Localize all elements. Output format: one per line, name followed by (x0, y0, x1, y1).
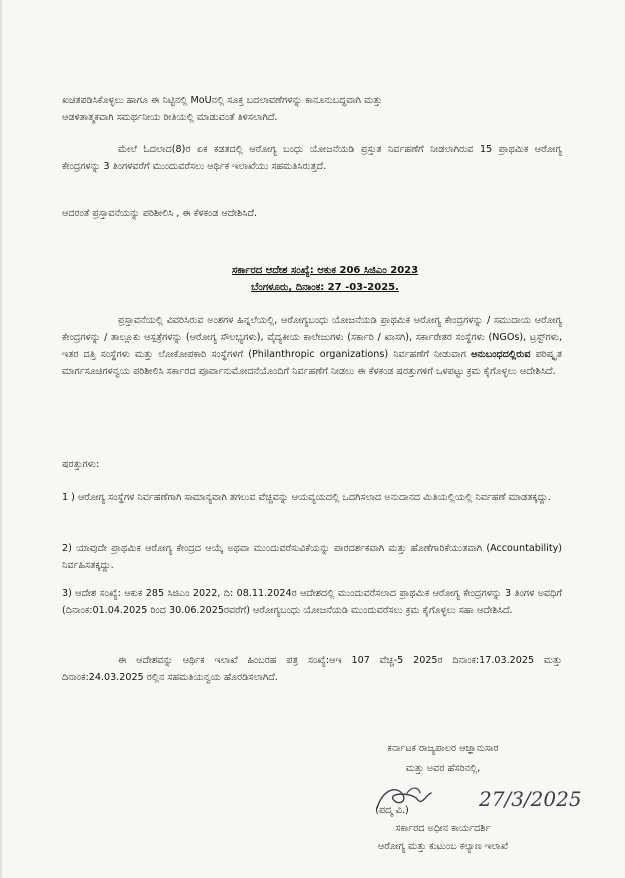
main-order-paragraph (62, 312, 562, 380)
intro-line-2: ಆಡಳಿತಾತ್ಮಕವಾಗಿ ಸಮರ್ಥನೀಯ ರೀತಿಯಲ್ಲಿ ಮಾಡುವಂತೆ ತಿಳಿಸಲಾಗಿದೆ. (62, 112, 278, 123)
handwritten-date: 27/3/2025 (479, 787, 582, 811)
signature-authority-line-2: ಮತ್ತು ಅವರ ಹೆಸರಿನಲ್ಲಿ, (405, 763, 481, 774)
order-place-date: ಬೆಂಗಳೂರು, ದಿನಾಂಕ: 27 -03-2025. (251, 282, 399, 293)
finance-consent-paragraph: ಮೇಲೆ ಓದಲಾದ(8)ರ ಏಕ ಕಡತದಲ್ಲಿ ಆರೋಗ್ಯ ಬಂಧು ಯೋಜನೆಯಡಿ ಪ್ರಸ್ತುತ ನಿರ್ವಹಣೆಗೆ ನೀಡಲಾಗಿರುವ 15 ಪ್ರಾಥಮಿಕ ಆರೋಗ್ಯ ಕೇಂದ್ರಗಳನ್ನು 3 ತಿಂಗಳವರೆಗೆ ಮುಂದುವರೆಸಲು ಆರ್ಥಿಕ ಇಲಾಖೆಯು ಸಹಮತಿಸಿರುತ್ತದೆ. (62, 144, 562, 172)
signature-stroke-2 (407, 788, 420, 793)
intro-paragraph (62, 92, 562, 126)
condition-3: 3) ಆದೇಶ ಸಂಖ್ಯೆ: ಆಕುಕ 285 ಸಿಜಿಎಂ 2022, ದಿ: 08.11.2024ರ ಆದೇಶದಲ್ಲಿ ಮುಂದುವರೆಸಲಾದ ಪ್ರಾಥಮಿಕ ಆರೋಗ್ಯ ಕೇಂದ್ರಗಳನ್ನು 3 ತಿಂಗಳ ಅವಧಿಗೆ (ದಿನಾಂಕ:01.04.2025 ರಿಂದ 30.06.2025ರವರೆಗೆ) ಆರೋಗ್ಯಬಂಧು ಯೋಜನೆಯಡಿ ಮುಂದುವರೆಸಲು ಕ್ರಮ ಕೈಗೊಳ್ಳಲು ಸಹಾ ಆದೇಶಿಸಿದೆ. (62, 588, 562, 616)
condition-1: 1 ) ಆರೋಗ್ಯ ಸಂಸ್ಥೆಗಳ ನಿರ್ವಹಣೆಗಾಗಿ ಸಾಮಾನ್ಯವಾಗಿ ತಗಲುವ ವೆಚ್ಚವನ್ನು ಆಯವ್ಯಯದಲ್ಲಿ ಒದಗಿಸಲಾದ ಅನುದಾನದ ಮಿತಿಯಲ್ಲಿಯಲ್ಲಿ ನಿರ್ವಹಣೆ ಮಾಡತಕ್ಕದ್ದು. (62, 492, 551, 503)
annexure-bold-text: ಅನುಬಂಧದಲ್ಲಿರುವ (471, 349, 531, 360)
intro-line-1: ಖಚಿತಪಡಿಸಿಕೊಳ್ಳಲು ಹಾಗೂ ಈ ನಿಟ್ಟಿನಲ್ಲಿ MoUನಲ್ಲಿ ಸೂಕ್ತ ಬದಲಾವಣೆಗಳನ್ನು ಕಾನೂನುಬದ್ಧವಾಗಿ ಮತ್ತು (62, 95, 383, 106)
main-order-text-2: ಪರಿಷ್ಕೃತ ಮಾರ್ಗಸೂಚಿಗಳನ್ವಯ ಪರಿಶೀಲಿಸಿ ಸರ್ಕಾರದ ಪೂರ್ವಾನುಮೋದನೆಯೊಂದಿಗೆ ನಿರ್ವಹಣೆಗೆ ನೀಡಲು ಈ ಕೆಳಕಂಡ ಷರತ್ತುಗಳಿಗೆ ಒಳಪಟ್ಟು ಕ್ರಮ ಕೈಗೊಳ್ಳಲು ಆದೇಶಿಸಿದೆ. (62, 349, 562, 377)
finance-reference-paragraph: ಈ ಆದೇಶವನ್ನು ಆರ್ಥಿಕ ಇಲಾಖೆ ಹಿಂಬರಹ ಪತ್ರ ಸಂಖ್ಯೆ:ಆಇ 107 ವೆಚ್ಚ-5 2025ರ ದಿನಾಂಕ:17.03.2025 ಮತ್ತು ದಿನಾಂಕ:24.03.2025 ರಲ್ಲಿನ ಸಹಮತಿಯನ್ವಯ ಹೊರಡಿಸಲಾಗಿದೆ. (62, 655, 562, 683)
condition-2: 2) ಯಾವುದೇ ಪ್ರಾಥಮಿಕ ಆರೋಗ್ಯ ಕೇಂದ್ರದ ಆಯ್ಕೆ ಅಥವಾ ಮುಂದುವರೆಸುವಿಕೆಯನ್ನು ಪಾರದರ್ಶಕವಾಗಿ ಮತ್ತು ಹೊಣೆಗಾರಿಕೆಯುತವಾಗಿ (Accountability) ನಿರ್ವಹಿಸತಕ್ಕದ್ದು. (62, 543, 562, 571)
signatory-name: (ಪದ್ಮ ವಿ.) (375, 805, 409, 816)
signatory-designation: ಸರ್ಕಾರದ ಅಧೀನ ಕಾರ್ಯದರ್ಶಿ (395, 823, 491, 834)
signature-authority-line-1: ಕರ್ನಾಟಕ ರಾಜ್ಯಪಾಲರ ಆಜ್ಞಾನುಸಾರ (387, 743, 499, 754)
main-order-text-1: ಪ್ರಸ್ತಾವನೆಯಲ್ಲಿ ವಿವರಿಸಿರುವ ಅಂಶಗಳ ಹಿನ್ನಲೆಯಲ್ಲಿ, ಆರೋಗ್ಯಬಂಧು ಯೋಜನೆಯಡಿ ಪ್ರಾಥಮಿಕ ಆರೋಗ್ಯ ಕೇಂದ್ರಗಳನ್ನು / ಸಮುದಾಯ ಆರೋಗ್ಯ ಕೇಂದ್ರಗಳನ್ನು / ತಾಲ್ಲೂಕು ಆಸ್ಪತ್ರೆಗಳನ್ನು (ಆರೋಗ್ಯ ಸೌಲಭ್ಯಗಳು), ವೈದ್ಯಕೀಯ ಕಾಲೇಜುಗಳು (ಸರ್ಕಾರಿ / ಖಾಸಗಿ), ಸರ್ಕಾರೇತರ ಸಂಸ್ಥೆಗಳು (NGOs), ಟ್ರಸ್ಟ್‌ಗಳು, ಇತರ ದತ್ತಿ ಸಂಸ್ಥೆಗಳು ಮತ್ತು ಲೋಕೋಪಕಾರಿ ಸಂಸ್ಥೆಗಳಿಗೆ (Philanthropic organizations) ನಿರ್ವಹಣೆಗೆ ನೀಡುವಾಗ (62, 315, 562, 360)
order-number: ಸರ್ಕಾರದ ಆದೇಶ ಸಂಖ್ಯೆ: ಆಕುಕ 206 ಸಿಜಿಎಂ 2023 (231, 265, 419, 276)
page-margin-shadow (0, 0, 3, 878)
conditions-heading: ಷರತ್ತುಗಳು: (62, 459, 100, 470)
consider-line: ಆದರಂತೆ ಪ್ರಸ್ತಾವನೆಯನ್ನು ಪರಿಶೀಲಿಸಿ , ಈ ಕೆಳಕಂಡ ಆದೇಶಿಸಿದೆ. (62, 208, 258, 219)
signatory-department: ಆರೋಗ್ಯ ಮತ್ತು ಕುಟುಂಬ ಕಲ್ಯಾಣ ಇಲಾಖೆ (377, 841, 509, 852)
